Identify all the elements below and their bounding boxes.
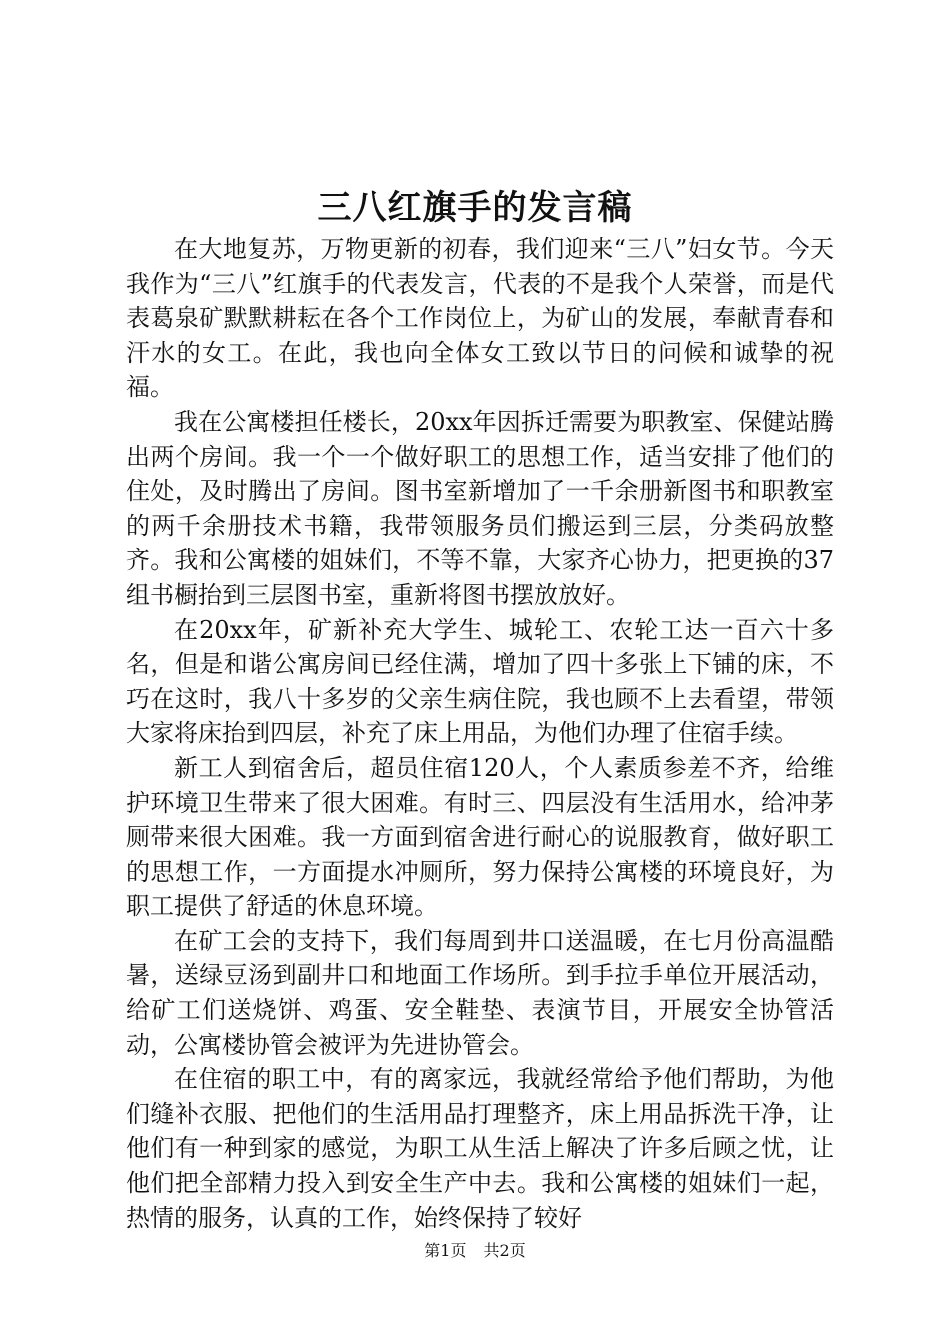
paragraph-2: 我在公寓楼担任楼长，20xx年因拆迁需要为职教室、保健站腾出两个房间。我一个一个做好职工的思想工作，适当安排了他们的住处，及时腾出了房间。图书室新增加了一千余册新图书和职教室的两千余册技术书籍，我带领服务员们搬运到三层，分类码放整齐。我和公寓楼的姐妹们，不等不靠，大家齐心协力，把更换的37组书橱抬到三层图书室，重新将图书摆放放好。 [126,407,834,609]
paragraph-4: 新工人到宿舍后，超员住宿120人，个人素质参差不齐，给维护环境卫生带来了很大困难。有时三、四层没有生活用水，给冲茅厕带来很大困难。我一方面到宿舍进行耐心的说服教育，做好职工的思想工作，一方面提水冲厕所，努力保持公寓楼的环境良好，为职工提供了舒适的休息环境。 [126,753,834,921]
page-footer [0,1240,950,1262]
paragraph-1: 在大地复苏，万物更新的初春，我们迎来“三八”妇女节。今天我作为“三八”红旗手的代表发言，代表的不是我个人荣誉，而是代表葛泉矿默默耕耘在各个工作岗位上，为矿山的发展，奉献青春和汗水的女工。在此，我也向全体女工致以节日的问候和诚挚的祝福。 [126,235,834,402]
page-number-current: 第1页 [424,1241,467,1260]
paragraph-5: 在矿工会的支持下，我们每周到井口送温暖，在七月份高温酷暑，送绿豆汤到副井口和地面工作场所。到手拉手单位开展活动，给矿工们送烧饼、鸡蛋、安全鞋垫、表演节目，开展安全协管活动，公寓楼协管会被评为先进协管会。 [126,926,834,1059]
document-body [126,232,834,1235]
document-title: 三八红旗手的发言稿 [317,188,633,228]
paragraph-6: 在住宿的职工中，有的离家远，我就经常给予他们帮助，为他们缝补衣服、把他们的生活用品打理整齐，床上用品拆洗干净，让他们有一种到家的感觉，为职工从生活上解决了许多后顾之忧，让他们把全部精力投入到安全生产中去。我和公寓楼的姐妹们一起，热情的服务，认真的工作，始终保持了较好 [126,1065,834,1232]
page-number-total: 共2页 [483,1241,526,1260]
paragraph-3: 在20xx年，矿新补充大学生、城轮工、农轮工达一百六十多名，但是和谐公寓房间已经住满，增加了四十多张上下铺的床，不巧在这时，我八十多岁的父亲生病住院，我也顾不上去看望，带领大家将床抬到四层，补充了床上用品，为他们办理了住宿手续。 [126,615,834,748]
